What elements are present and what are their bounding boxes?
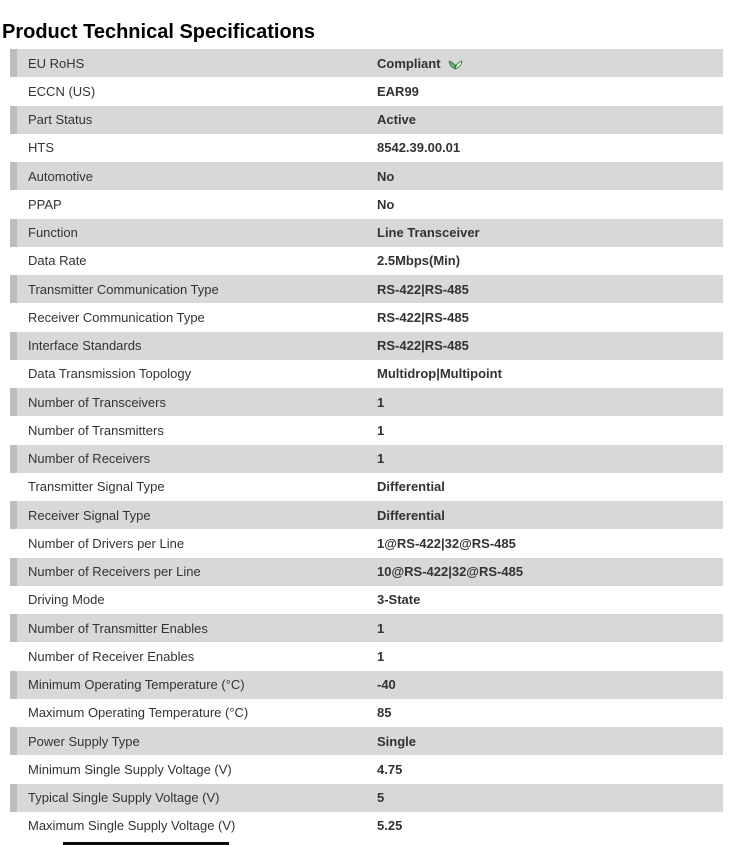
row-value <box>377 197 723 212</box>
row-value <box>377 592 723 607</box>
row-value <box>377 169 723 184</box>
row-value-text: 10@RS-422|32@RS-485 <box>377 564 524 580</box>
row-value <box>377 338 723 353</box>
table-row <box>10 247 723 275</box>
row-value-text: Active <box>377 112 417 128</box>
row-value <box>377 253 723 268</box>
row-value-text: 5.25 <box>377 818 403 834</box>
table-row <box>10 190 723 218</box>
row-value-text: 1 <box>377 648 385 664</box>
row-value-text: No <box>377 196 395 212</box>
table-row <box>10 586 723 614</box>
row-label: Number of Transmitters <box>28 422 164 438</box>
row-label: EU RoHS <box>28 55 85 71</box>
row-value-text: 1 <box>377 422 385 438</box>
row-label: HTS <box>28 140 54 156</box>
row-label: Driving Mode <box>28 592 105 608</box>
row-label: Receiver Signal Type <box>28 507 151 523</box>
row-value-text: 5 <box>377 790 385 806</box>
table-row <box>10 416 723 444</box>
row-value-text: No <box>377 168 395 184</box>
row-value-text: Compliant <box>377 55 441 71</box>
row-value-text: RS-422|RS-485 <box>377 309 469 325</box>
row-value <box>377 140 723 155</box>
row-label: Number of Receivers per Line <box>28 564 201 580</box>
table-row <box>10 473 723 501</box>
row-value <box>377 310 723 325</box>
spec-table <box>10 49 723 840</box>
row-label: Typical Single Supply Voltage (V) <box>28 790 220 806</box>
row-value <box>377 762 723 777</box>
row-label: Part Status <box>28 112 93 128</box>
row-label: Data Rate <box>28 253 87 269</box>
row-value-text: 8542.39.00.01 <box>377 140 461 156</box>
row-value <box>377 677 723 692</box>
row-value-text: 3-State <box>377 592 421 608</box>
row-value-text: Line Transceiver <box>377 225 480 241</box>
table-row <box>10 614 723 642</box>
row-label: PPAP <box>28 196 62 212</box>
row-value <box>377 705 723 720</box>
page-title: Product Technical Specifications <box>2 21 316 44</box>
row-label: Maximum Operating Temperature (°C) <box>28 705 249 721</box>
row-label: Minimum Single Supply Voltage (V) <box>28 761 232 777</box>
row-value-text: Differential <box>377 479 445 495</box>
row-value <box>377 366 723 381</box>
row-value <box>377 564 723 579</box>
table-row <box>10 445 723 473</box>
table-row <box>10 642 723 670</box>
row-label: Function <box>28 225 78 241</box>
table-row <box>10 303 723 331</box>
row-value <box>377 479 723 494</box>
row-value <box>377 225 723 240</box>
row-value-text: RS-422|RS-485 <box>377 338 469 354</box>
table-row <box>10 812 723 840</box>
table-row <box>10 727 723 755</box>
row-value-text: 1 <box>377 620 385 636</box>
table-row <box>10 784 723 812</box>
row-value <box>377 621 723 636</box>
table-row <box>10 275 723 303</box>
table-row <box>10 501 723 529</box>
row-value-text: 1 <box>377 451 385 467</box>
row-value <box>377 451 723 466</box>
row-value <box>377 282 723 297</box>
row-value-text: Multidrop|Multipoint <box>377 366 502 382</box>
table-row <box>10 388 723 416</box>
row-label: Automotive <box>28 168 94 184</box>
row-label: Number of Transceivers <box>28 394 166 410</box>
table-row <box>10 162 723 190</box>
row-value <box>377 56 723 71</box>
row-label: Number of Receivers <box>28 451 151 467</box>
table-row <box>10 529 723 557</box>
row-value <box>377 395 723 410</box>
row-value-text: 4.75 <box>377 761 403 777</box>
row-label: Power Supply Type <box>28 733 140 749</box>
leaf-icon <box>448 57 463 70</box>
row-label: ECCN (US) <box>28 83 96 99</box>
table-row <box>10 49 723 77</box>
table-row <box>10 558 723 586</box>
table-row <box>10 77 723 105</box>
row-value <box>377 112 723 127</box>
row-label: Receiver Communication Type <box>28 309 205 325</box>
table-row <box>10 219 723 247</box>
table-row <box>10 671 723 699</box>
row-label: Number of Transmitter Enables <box>28 620 208 636</box>
row-value <box>377 508 723 523</box>
row-label: Minimum Operating Temperature (°C) <box>28 677 245 693</box>
row-value <box>377 84 723 99</box>
table-row <box>10 755 723 783</box>
row-value <box>377 536 723 551</box>
row-value <box>377 649 723 664</box>
row-label: Maximum Single Supply Voltage (V) <box>28 818 236 834</box>
table-row <box>10 699 723 727</box>
table-row <box>10 360 723 388</box>
row-label: Transmitter Communication Type <box>28 281 219 297</box>
table-row <box>10 134 723 162</box>
table-row <box>10 106 723 134</box>
row-value-text: RS-422|RS-485 <box>377 281 469 297</box>
table-row <box>10 332 723 360</box>
row-value <box>377 790 723 805</box>
row-label: Data Transmission Topology <box>28 366 192 382</box>
row-value-text: 1 <box>377 394 385 410</box>
row-value-text: Single <box>377 733 417 749</box>
row-label: Number of Drivers per Line <box>28 535 185 551</box>
row-value-text: 2.5Mbps(Min) <box>377 253 461 269</box>
row-label: Number of Receiver Enables <box>28 648 195 664</box>
row-value <box>377 734 723 749</box>
row-value-text: -40 <box>377 677 396 693</box>
row-value-text: 85 <box>377 705 392 721</box>
row-value <box>377 423 723 438</box>
row-label: Transmitter Signal Type <box>28 479 165 495</box>
row-value-text: Differential <box>377 507 445 523</box>
row-value-text: EAR99 <box>377 83 419 99</box>
row-value <box>377 818 723 833</box>
row-value-text: 1@RS-422|32@RS-485 <box>377 535 516 551</box>
row-label: Interface Standards <box>28 338 142 354</box>
